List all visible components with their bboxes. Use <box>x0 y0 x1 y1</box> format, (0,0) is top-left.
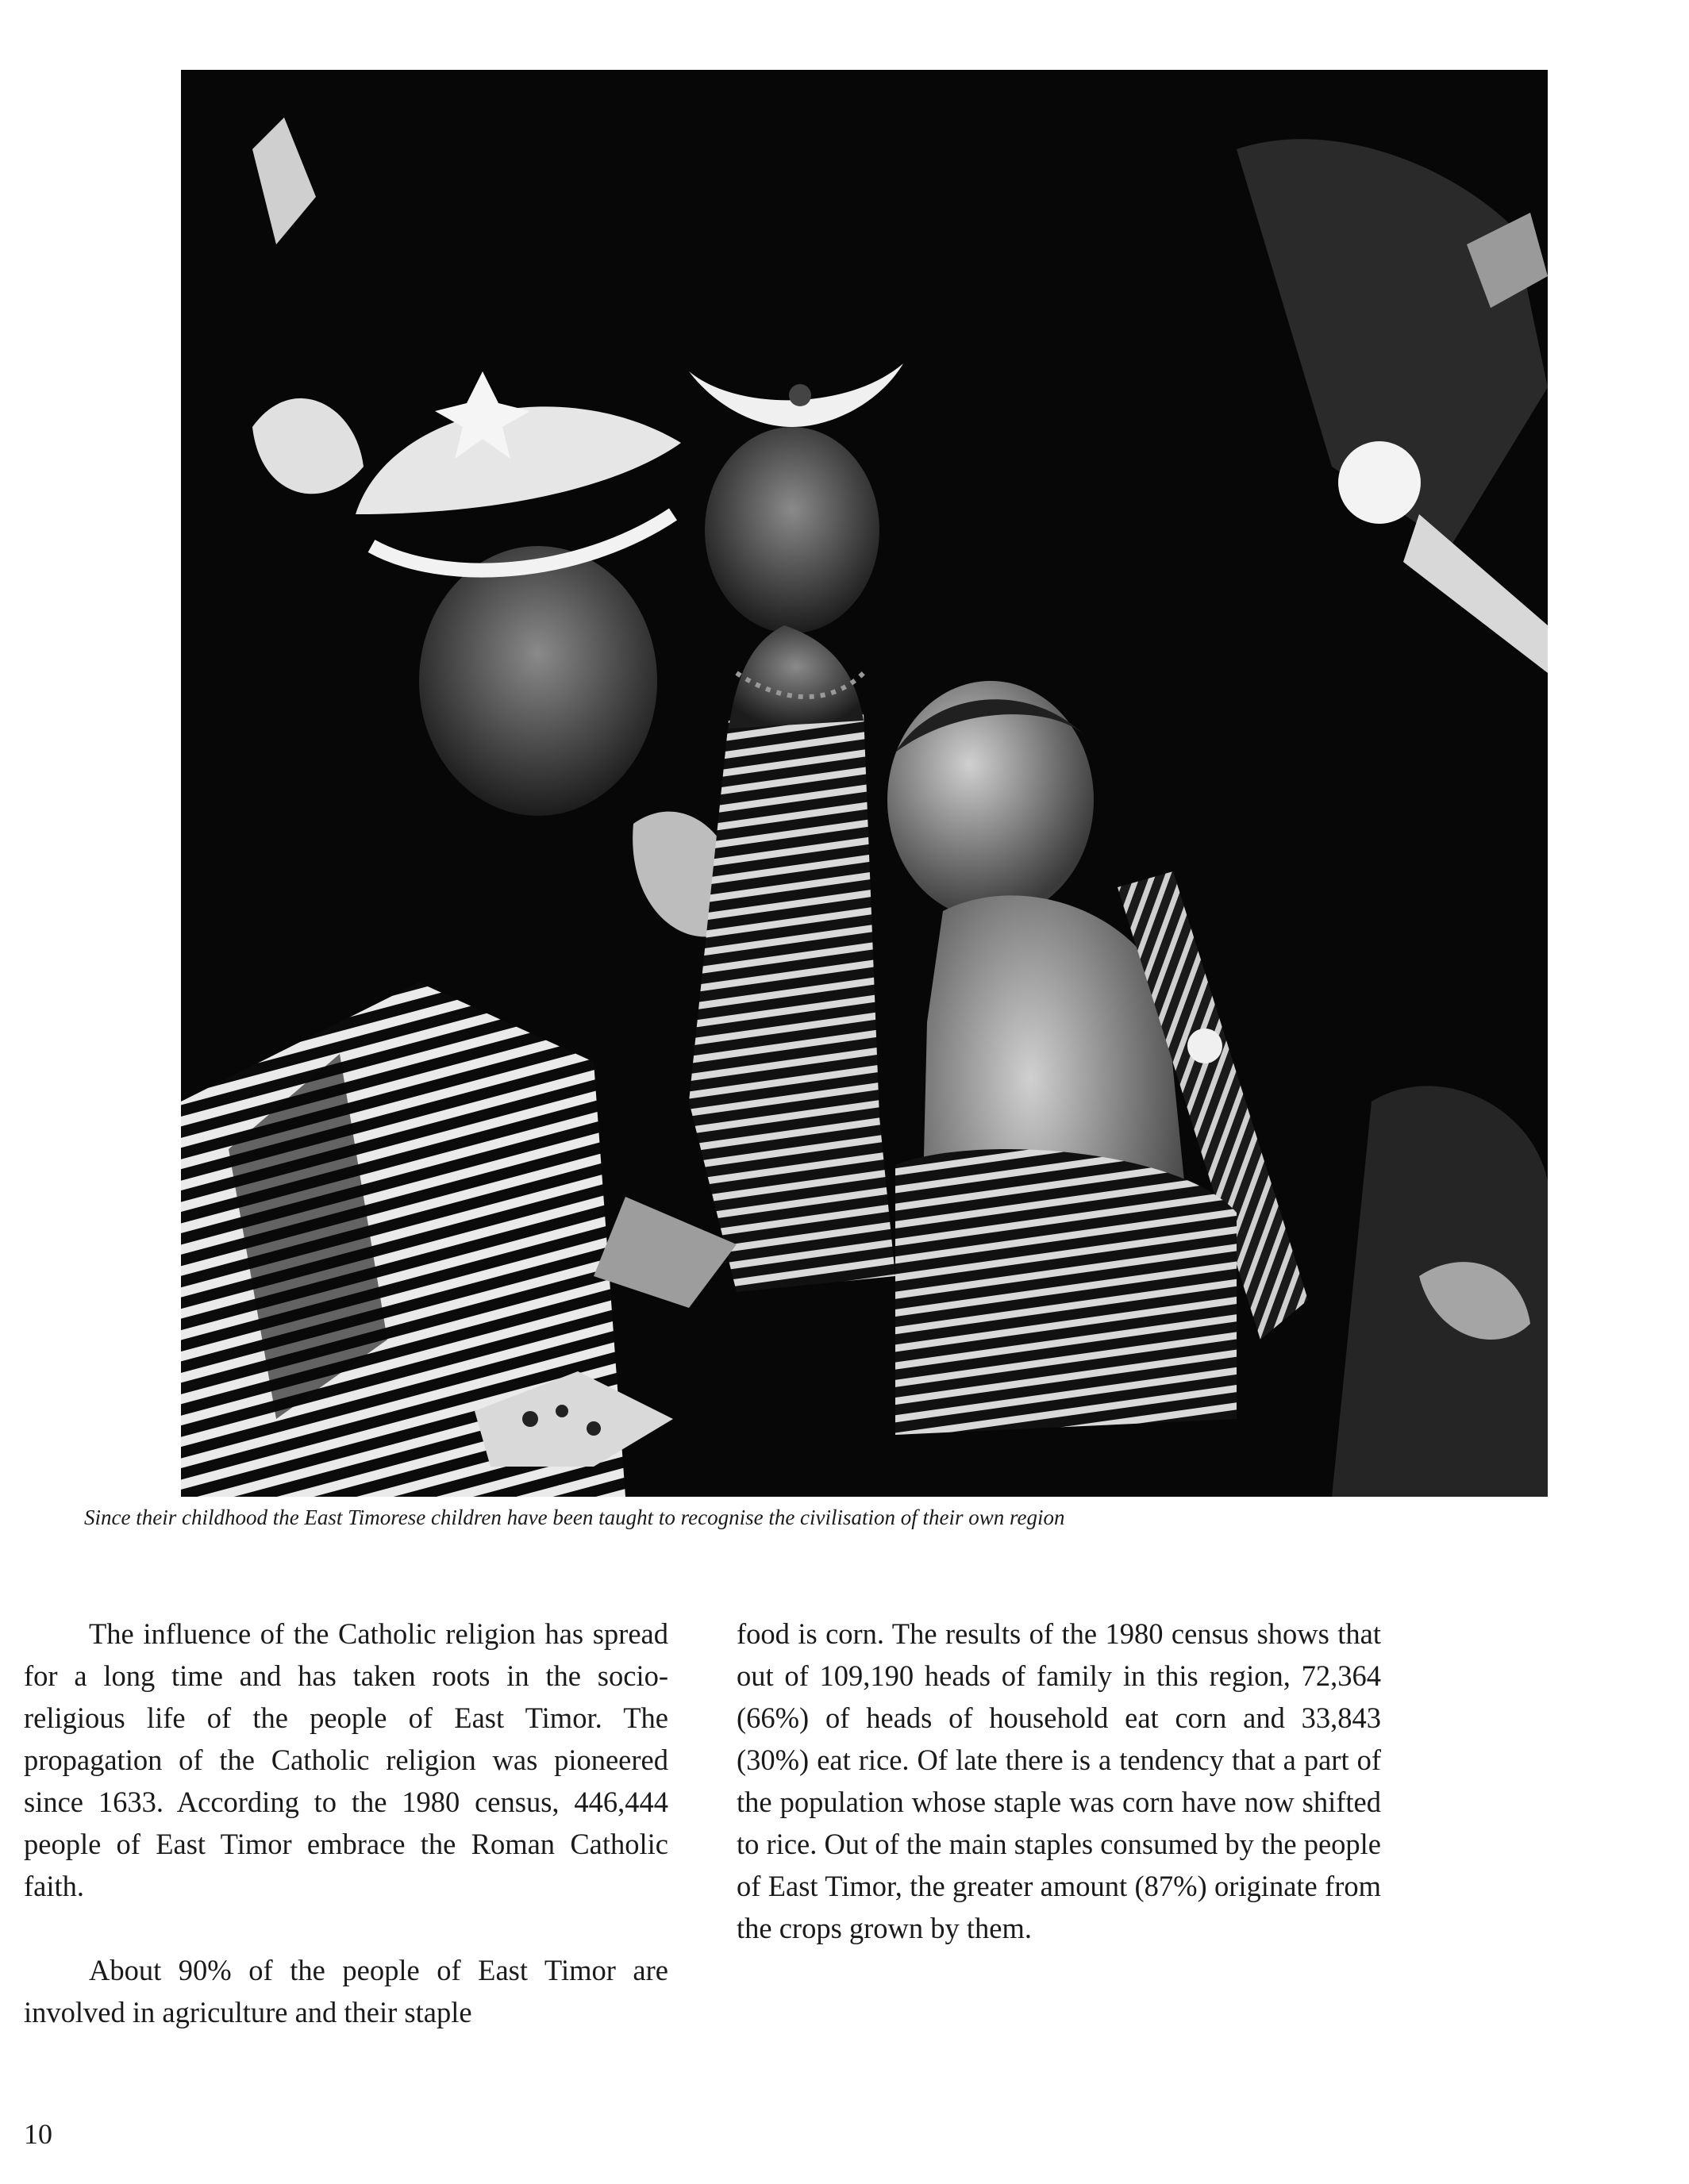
page-number: 10 <box>24 2118 52 2150</box>
paragraph: The influence of the Catholic religion has spread for a long time and has taken roots in the socio-religious life of the people of East Timor. The propagation of the Catholic religion was pioneered since 1633. According to the 1980 census, 446,444 people of East Timor embrace the Roman Catholic faith. <box>24 1617 668 1902</box>
text-column-left <box>24 1613 668 2033</box>
paragraph: About 90% of the people of East Timor are involved in agriculture and their staple <box>24 1954 668 2028</box>
photo-caption: Since their childhood the East Timorese children have been taught to recognise the civilisation of their own region <box>84 1505 1065 1529</box>
text-column-right <box>737 1613 1381 1949</box>
paragraph: food is corn. The results of the 1980 census shows that out of 109,190 heads of family in this region, 72,364 (66%) of heads of household eat corn and 33,843 (30%) eat rice. Of late there is a tendency that a part of the population whose staple was corn have now shifted to rice. Out of the main staples consumed by the people of East Timor, the greater amount (87%) originate from the crops grown by them. <box>737 1617 1381 1944</box>
photo-children-traditional-dress <box>181 70 1548 1497</box>
